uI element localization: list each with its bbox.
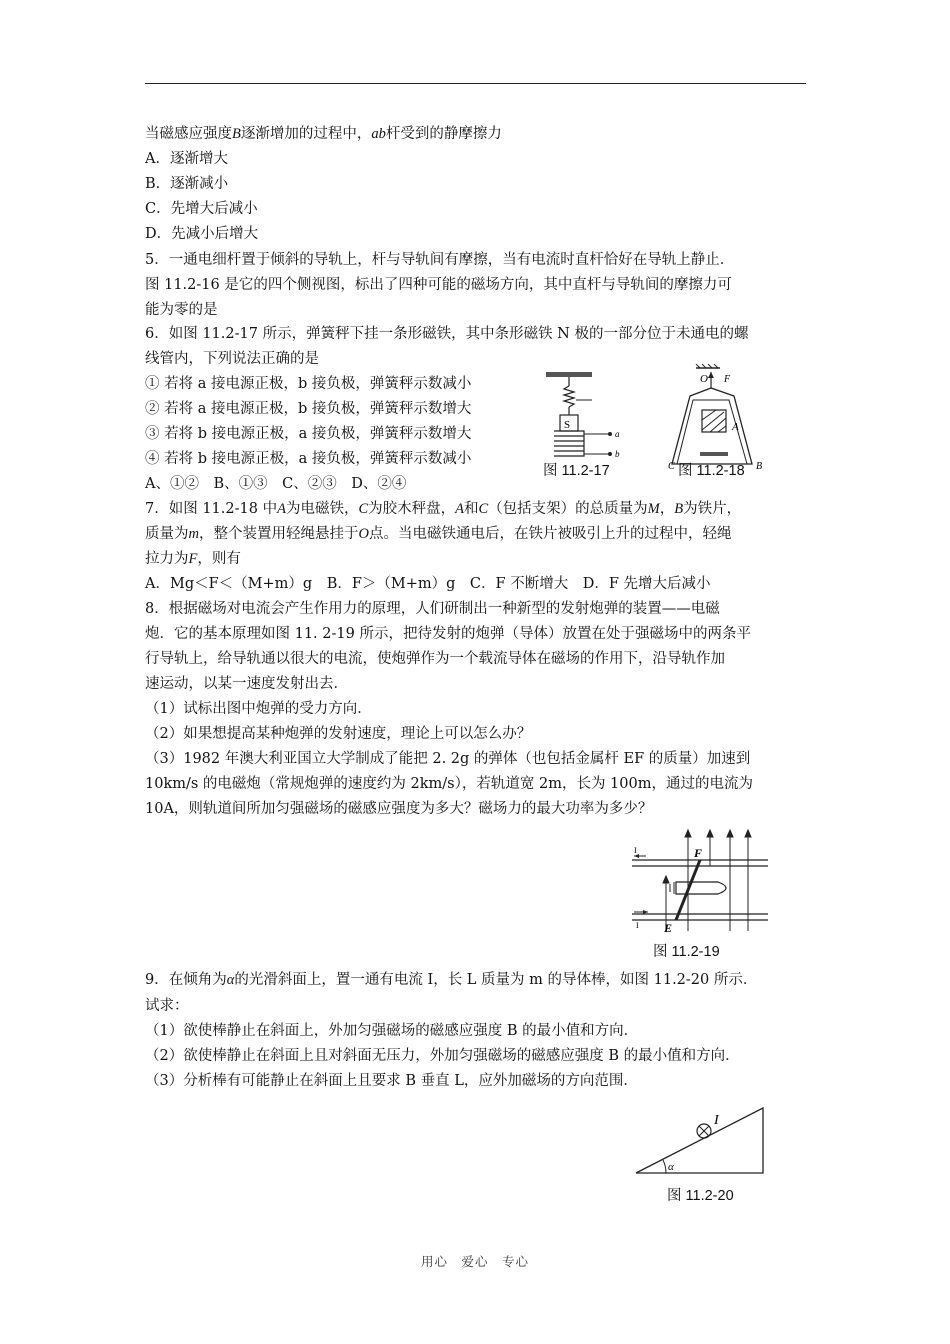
svg-text:A: A	[732, 421, 739, 433]
svg-text:b: b	[615, 449, 620, 459]
q4-option-c: C．先增大后减小	[145, 201, 258, 217]
q8-line-4: 速运动，以某一速度发射出去．	[145, 676, 348, 692]
q6-line-2: 线管内，下列说法正确的是	[145, 351, 319, 367]
q8-sub-2: （2）如果想提高某种炮弹的发射速度，理论上可以怎么办？	[145, 726, 532, 742]
q8-sub-3-line-1: （3）1982 年澳大利亚国立大学制成了能把 2. 2g 的弹体（也包括金属杆 EF 的质量）加速到	[145, 751, 751, 767]
figure-11-2-18-caption: 图 11.2-18	[678, 463, 745, 479]
q9-sub-2: （2）欲使棒静止在斜面上且对斜面无压力，外加匀强磁场的磁感应强度 B 的最小值和方向．	[145, 1048, 740, 1064]
ceiling-mount	[546, 372, 592, 377]
q8-line-1: 8．根据磁场对电流会产生作用力的原理，人们研制出一种新型的发射炮弹的装置——电磁	[145, 601, 720, 617]
q5-line-1: 5．一通电细杆置于倾斜的导轨上，杆与导轨间有摩擦，当有电流时直杆恰好在导轨上静止．	[145, 252, 735, 268]
figure-11-2-20-caption: 图 11.2-20	[667, 1188, 734, 1204]
q8-line-2: 炮．它的基本原理如图 11. 2-19 所示，把待发射的炮弹（导体）放置在处于强磁场中的两条平	[145, 626, 751, 642]
svg-text:F: F	[724, 374, 731, 385]
q4-stem: 当磁感应强度B逐渐增加的过程中，ab杆受到的静摩擦力	[145, 126, 502, 142]
q9-line-1: 9．在倾角为α的光滑斜面上，置一通有电流 I，长 L 质量为 m 的导体棒，如图 11.2-20 所示．	[145, 972, 758, 988]
figure-11-2-19	[630, 826, 770, 938]
spring	[564, 386, 574, 407]
svg-text:I: I	[714, 1113, 719, 1128]
svg-text:I: I	[636, 921, 639, 930]
svg-text:I: I	[634, 846, 637, 855]
q5-line-2: 图 11.2-16 是它的四个侧视图，标出了四种可能的磁场方向，其中直杆与导轨间的摩擦力可	[145, 277, 732, 293]
figure-11-2-19-caption: 图 11.2-19	[653, 944, 720, 960]
q6-line-1: 6．如图 11.2-17 所示，弹簧秤下挂一条形磁铁，其中条形磁铁 N 极的一部分位于未通电的螺	[145, 326, 749, 342]
svg-text:S: S	[564, 419, 571, 431]
svg-text:O: O	[700, 373, 708, 385]
svg-text:a: a	[615, 429, 620, 439]
q4-option-b: B．逐渐减小	[145, 176, 229, 192]
svg-text:E: E	[664, 921, 673, 935]
q4-option-a: A．逐渐增大	[145, 151, 228, 167]
figure-11-2-20	[632, 1100, 767, 1178]
q6-statement-2: ② 若将 a 接电源正极，b 接负极，弹簧秤示数增大	[145, 401, 472, 417]
incline	[636, 1108, 763, 1173]
q9-sub-1: （1）欲使棒静止在斜面上，外加匀强磁场的磁感应强度 B 的最小值和方向．	[145, 1023, 639, 1039]
q8-sub-3-line-2: 10km/s 的电磁炮（常规炮弹的速度约为 2km/s），若轨道宽 2m，长为 100m，通过的电流为	[145, 776, 753, 792]
svg-text:C: C	[668, 461, 675, 472]
q6-statement-1: ① 若将 a 接电源正极，b 接负极，弹簧秤示数减小	[145, 376, 472, 392]
q7-line-2: 质量为m，整个装置用轻绳悬挂于O点。当电磁铁通电后，在铁片被吸引上升的过程中，轻绳	[145, 526, 732, 542]
projectile	[676, 882, 726, 894]
iron-plate-b	[700, 452, 728, 456]
q6-statement-3: ③ 若将 b 接电源正极，a 接负极，弹簧秤示数增大	[145, 426, 472, 442]
q6-statement-4: ④ 若将 b 接电源正极，a 接负极，弹簧秤示数减小	[145, 451, 472, 467]
q8-sub-1: （1）试标出图中炮弹的受力方向．	[145, 701, 372, 717]
header-rule	[145, 83, 806, 84]
figure-11-2-17-caption: 图 11.2-17	[543, 463, 610, 479]
q5-line-3: 能为零的是	[145, 302, 218, 318]
q4-option-d: D．先减小后增大	[145, 226, 259, 242]
q9-sub-3: （3）分析棒有可能静止在斜面上且要求 B 垂直 L，应外加磁场的方向范围．	[145, 1073, 638, 1089]
q7-options: A．Mg＜F＜（M+m）g B．F＞（M+m）g C．F 不断增大 D．F 先增大后减小	[145, 576, 711, 592]
q8-line-3: 行导轨上，给导轨通以很大的电流，使炮弹作为一个载流导体在磁场的作用下，沿导轨作加	[145, 651, 725, 667]
page-footer: 用心 爱心 专心	[420, 1254, 529, 1269]
figure-11-2-17	[540, 368, 635, 468]
svg-text:α: α	[668, 1161, 674, 1173]
svg-text:B: B	[756, 461, 763, 472]
svg-text:F: F	[694, 846, 703, 860]
q8-sub-3-line-3: 10A，则轨道间所加匀强磁场的磁感应强度为多大？磁场力的最大功率为多少？	[145, 801, 653, 817]
q9-line-2: 试求：	[145, 998, 189, 1014]
q6-options: A、①② B、①③ C、②③ D、②④	[145, 476, 407, 492]
q7-line-1: 7．如图 11.2-18 中A为电磁铁，C为胶木秤盘，A和C（包括支架）的总质量为M，B为铁片，	[145, 501, 742, 517]
q7-line-3: 拉力为F，则有	[145, 551, 241, 567]
solenoid	[554, 431, 584, 456]
